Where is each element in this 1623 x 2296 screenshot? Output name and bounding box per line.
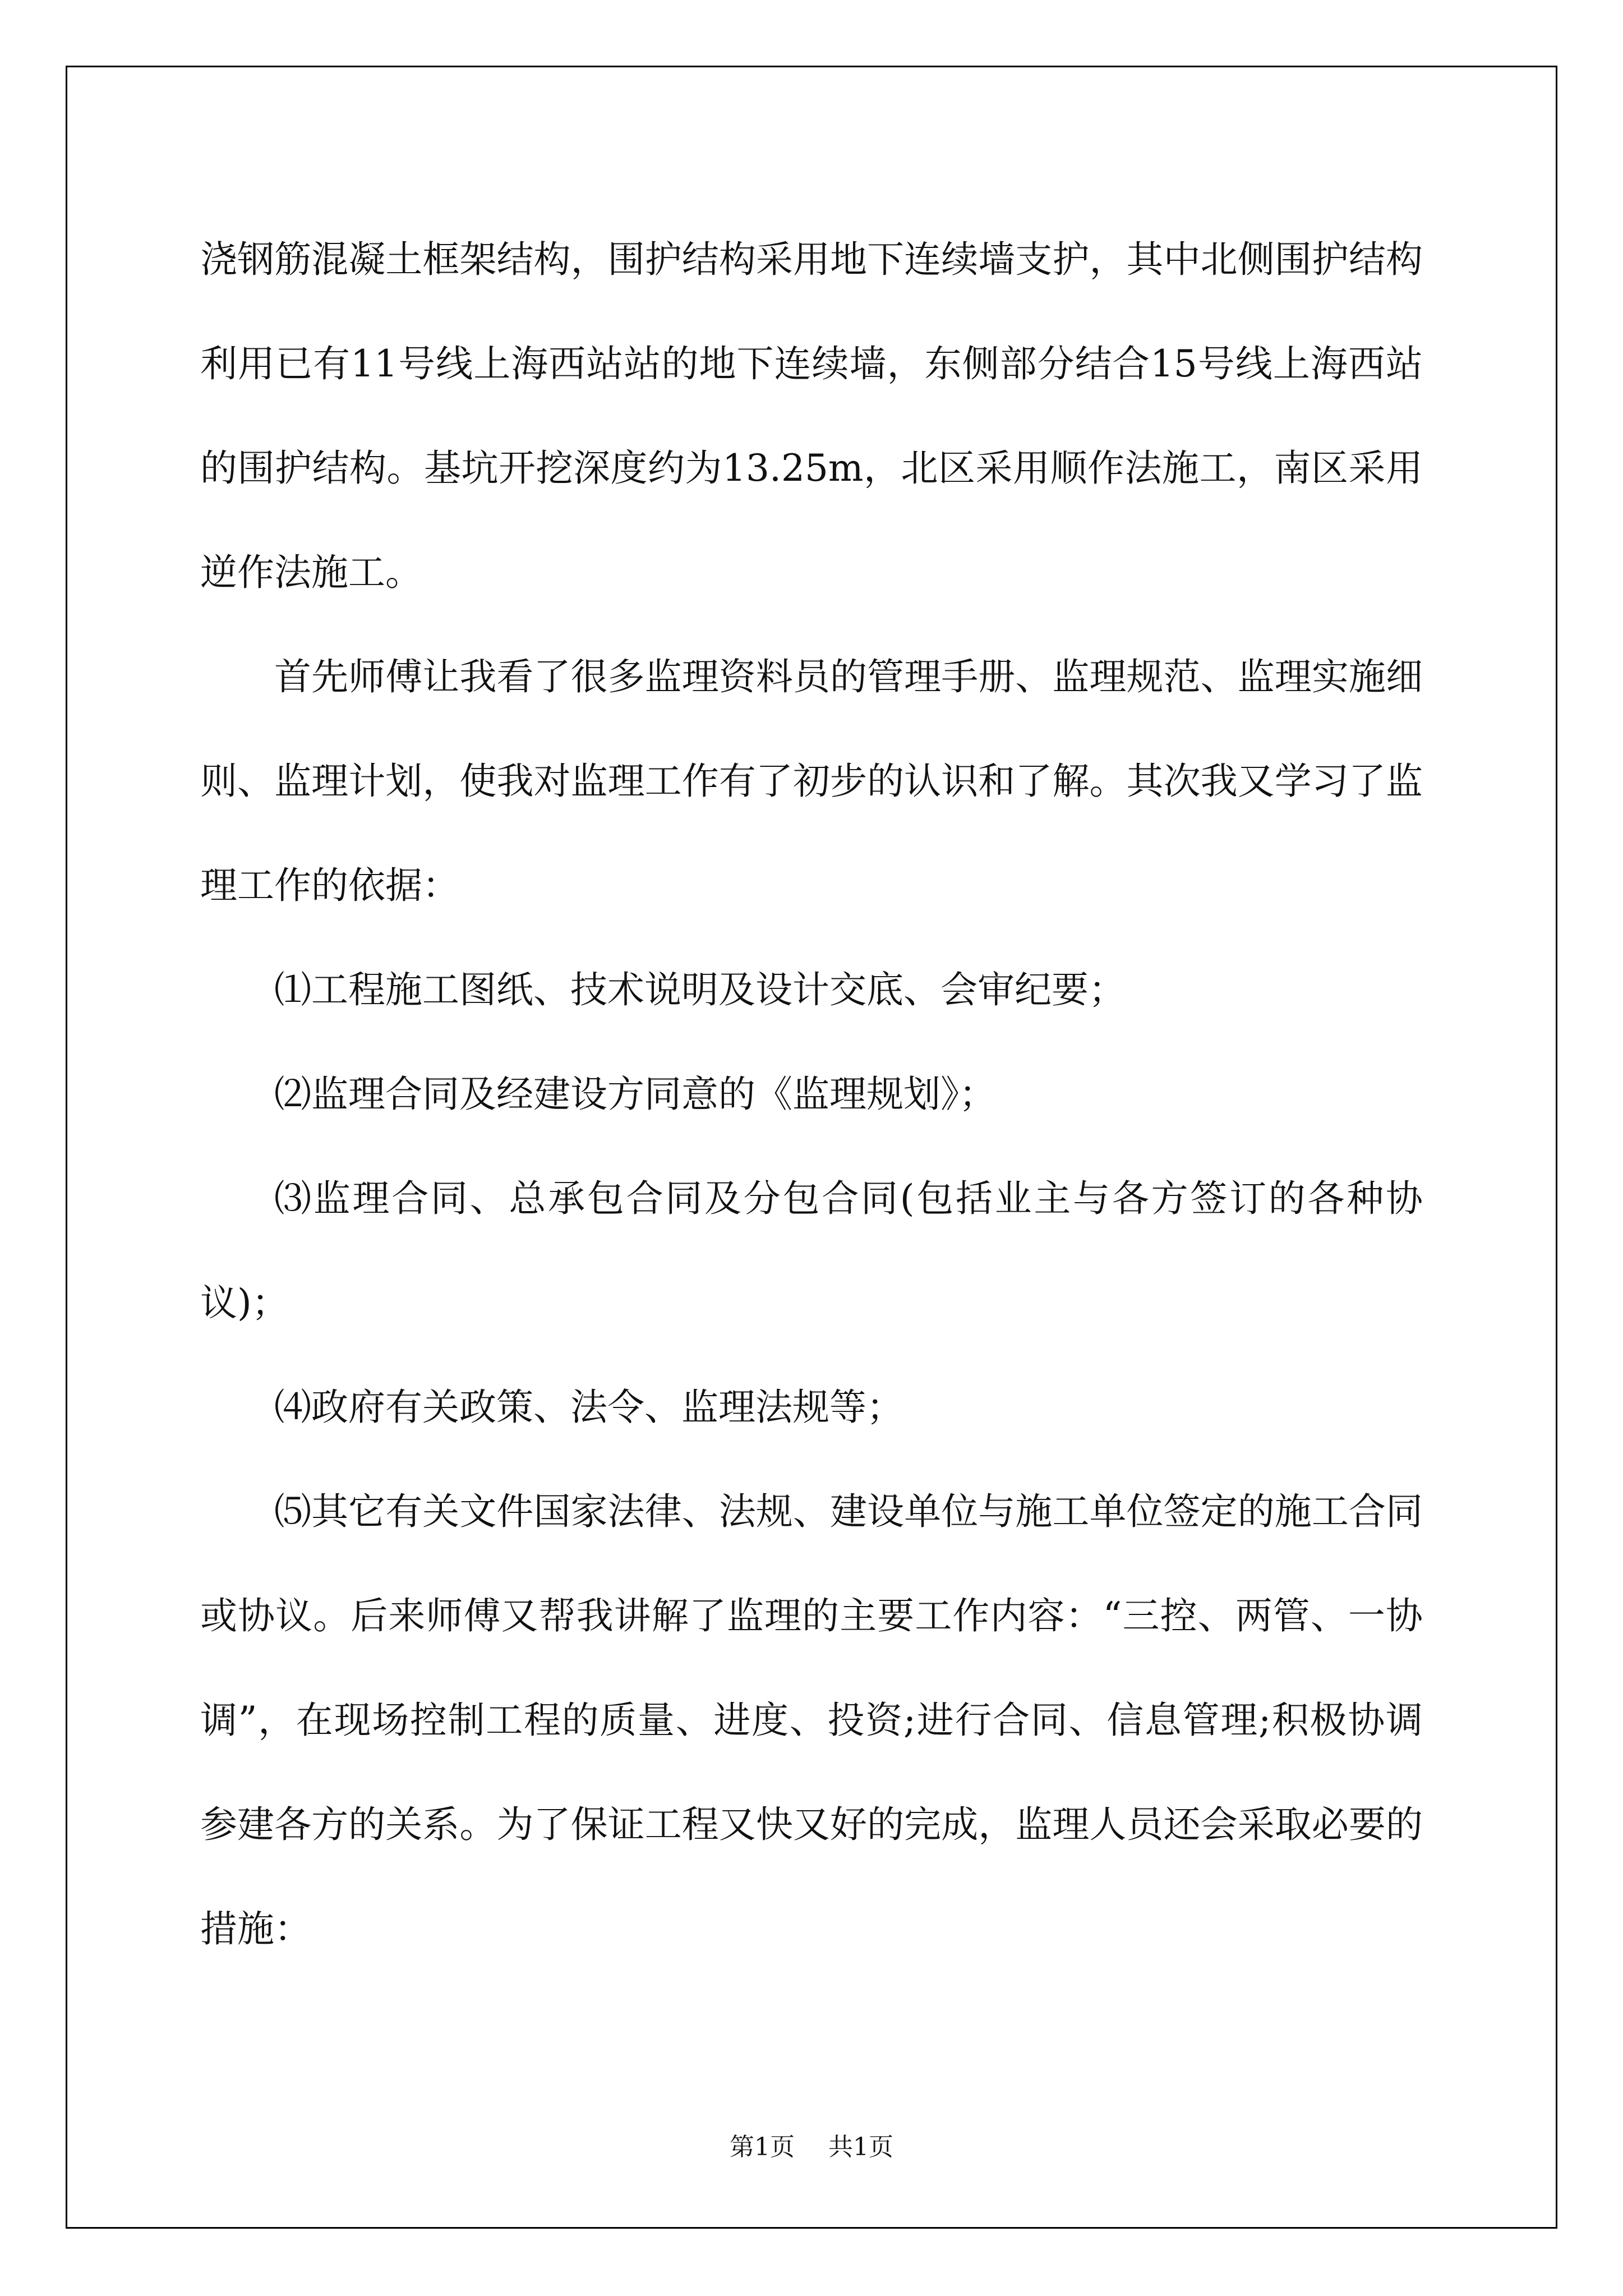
paragraph: ⑶监理合同、总承包合同及分包合同(包括业主与各方签订的各种协议)； — [200, 1177, 1423, 1324]
page-number: 第1页 — [730, 2133, 795, 2161]
paragraph: 浇钢筋混凝土框架结构，围护结构采用地下连续墙支护，其中北侧围护结构利用已有11号线上海西站站的地下连续墙，东侧部分结合15号线上海西站的围护结构。基坑开挖深度约为13.25m，北区采用顺作法施工，南区采用逆作法施工。 — [200, 238, 1423, 594]
paragraph: ⑸其它有关文件国家法律、法规、建设单位与施工单位签定的施工合同或协议。后来师傅又帮我讲解了监理的主要工作内容：“三控、两管、一协调”，在现场控制工程的质量、进度、投资;进行合同、信息管理;积极协调参建各方的关系。为了保证工程又快又好的完成，监理人员还会采取必要的措施： — [200, 1490, 1423, 1950]
paragraph: ⑵监理合同及经建设方同意的《监理规划》； — [274, 1073, 996, 1116]
paragraph: ⑴工程施工图纸、技术说明及设计交底、会审纪要； — [274, 968, 1126, 1011]
document-body — [200, 208, 1423, 1981]
paragraph: 首先师傅让我看了很多监理资料员的管理手册、监理规范、监理实施细则、监理计划，使我对监理工作有了初步的认识和了解。其次我又学习了监理工作的依据： — [200, 655, 1423, 907]
page-footer — [0, 2131, 1623, 2164]
paragraph: ⑷政府有关政策、法令、监理法规等； — [274, 1386, 903, 1429]
page-total: 共1页 — [828, 2133, 893, 2161]
